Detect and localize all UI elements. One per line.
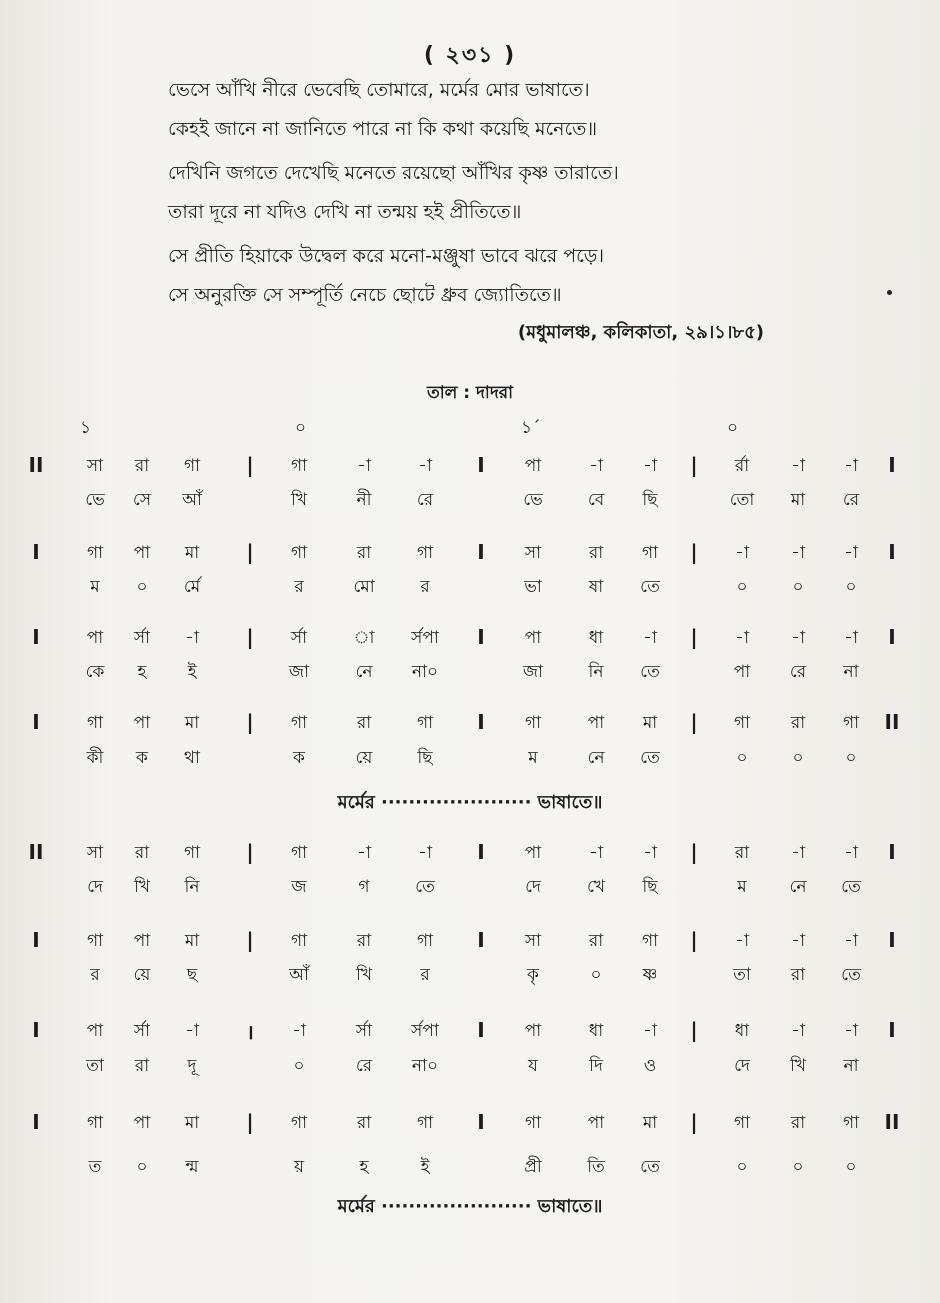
swara-cell: গা (86, 543, 104, 563)
swara-cell: পা (587, 1113, 605, 1133)
bar-line: | (690, 1110, 698, 1134)
lyric-cell: রে (842, 490, 860, 510)
swara-cell: -া (418, 843, 432, 863)
poem-line: তারা দূরে না যদিও দেখি না তন্ময় হই প্রীতিতে॥ (168, 201, 522, 223)
lyric-cell: রে (416, 490, 434, 510)
poem-line: দেখিনি জগতে দেখেছি মনেতে রয়েছো আঁখির কৃষ্ণ তারাতে। (168, 162, 619, 184)
swara-cell: -া (292, 1021, 306, 1041)
lyric-cell: তা (733, 965, 751, 985)
lyric-cell: ষা (588, 577, 604, 597)
lyric-cell: তে (415, 877, 435, 897)
lyric-cell: তে (640, 662, 660, 682)
swara-row (0, 453, 940, 485)
swara-cell: মা (184, 543, 200, 563)
lyric-cell: নে (789, 877, 807, 897)
swara-cell: পা (86, 628, 104, 648)
swara-cell: সা (524, 543, 542, 563)
swara-cell: পা (133, 931, 151, 951)
lyric-cell: নে (355, 662, 373, 682)
lyric-cell: দে (734, 1056, 750, 1076)
lyric-cell: তে (841, 877, 861, 897)
swara-cell: র্সপা (411, 628, 439, 648)
swara-cell: রা (790, 1113, 806, 1133)
swara-cell: গা (86, 931, 104, 951)
swara-cell: ধা (588, 1021, 604, 1041)
lyric-cell: ভে (85, 490, 105, 510)
swara-cell: রা (790, 713, 806, 733)
swara-cell: -া (735, 628, 749, 648)
lyric-cell: বে (587, 490, 605, 510)
swara-cell: পা (587, 713, 605, 733)
lyric-cell: খি (290, 490, 308, 510)
bar-line: I (477, 840, 485, 864)
swara-cell: -া (735, 931, 749, 951)
bar-line: I (477, 453, 485, 477)
lyric-cell: প্রী (524, 1157, 542, 1177)
bar-line: | (690, 625, 698, 649)
lyric-cell: আঁ (182, 490, 202, 510)
beat-marker: ১´ (521, 418, 541, 438)
lyric-cell: নী (356, 490, 372, 510)
lyric-cell: থা (184, 748, 200, 768)
lyric-cell: তা (86, 1056, 104, 1076)
swara-cell: -া (185, 1021, 199, 1041)
swara-cell: া (353, 628, 375, 648)
swara-cell: গা (733, 713, 751, 733)
swara-cell: -া (589, 843, 603, 863)
bar-line: | (246, 928, 254, 952)
margin-dot (887, 290, 892, 295)
bar-line: | (690, 840, 698, 864)
lyric-cell: ক (136, 748, 148, 768)
swara-cell: গা (842, 1113, 860, 1133)
lyric-row (0, 1154, 940, 1186)
lyric-cell: ০ (136, 1157, 148, 1177)
lyric-cell: না (843, 662, 859, 682)
refrain-line: মর্মের ······················ ভাষাতে॥ (337, 1196, 603, 1217)
lyric-cell: জা (288, 662, 310, 682)
lyric-cell: ছি (417, 748, 433, 768)
lyric-row (0, 659, 940, 691)
swara-cell: গা (290, 713, 308, 733)
lyric-cell: রা (790, 965, 806, 985)
bar-line: | (690, 453, 698, 477)
bar-line: I (32, 928, 40, 952)
swara-cell: গা (842, 713, 860, 733)
lyric-cell: কী (86, 748, 104, 768)
swara-cell: -া (735, 543, 749, 563)
bar-line: I (32, 625, 40, 649)
swara-cell: র্সা (290, 628, 308, 648)
lyric-cell: তো (729, 490, 755, 510)
lyric-cell: না (843, 1056, 859, 1076)
swara-cell: গা (290, 456, 308, 476)
lyric-cell: খি (133, 877, 151, 897)
poem (168, 78, 888, 307)
lyric-row (0, 874, 940, 906)
swara-cell: পা (524, 456, 542, 476)
swara-cell: -া (844, 931, 858, 951)
lyric-cell: না০ (411, 1056, 439, 1076)
lyric-cell: র (420, 577, 430, 597)
swara-cell: র্সা (133, 1021, 151, 1041)
swara-cell: রা (356, 931, 372, 951)
swara-cell: -া (357, 456, 371, 476)
swara-cell: র্সা (133, 628, 151, 648)
poem-line: ভেসে আঁখি নীরে ভেবেছি তোমারে, মর্মের মোর ভাষাতে। (168, 79, 590, 101)
taal-label: তাল : দাদরা (426, 383, 514, 403)
bar-line: | (246, 840, 254, 864)
lyric-cell: ০ (792, 748, 804, 768)
swara-cell: -া (791, 543, 805, 563)
bar-line: I (888, 840, 896, 864)
lyric-row (0, 574, 940, 606)
lyric-cell: ন্ম (185, 1157, 199, 1177)
bar-line: | (690, 710, 698, 734)
lyric-cell: কৃ (527, 965, 539, 985)
bar-line: | (246, 453, 254, 477)
bar-line: I (32, 710, 40, 734)
poem-line: সে প্রীতি হিয়াকে উদ্বেল করে মনো-মঞ্জুষা ভাবে ঝরে পড়ে। (168, 245, 605, 267)
swara-cell: র্রা (734, 456, 750, 476)
swara-cell: -া (844, 843, 858, 863)
lyric-cell: খি (789, 1056, 807, 1076)
poem-source: (মধুমালঞ্চ, কলিকাতা, ২৯।১।৮৫) (517, 322, 764, 343)
swara-cell: রা (356, 1113, 372, 1133)
lyric-cell: ম (90, 577, 100, 597)
swara-row (0, 625, 940, 657)
poem-line: সে অনুরক্তি সে সম্পূর্তি নেচে ছোটে ধ্রুব জ্যোতিতে॥ (168, 284, 562, 306)
lyric-cell: য (528, 1056, 538, 1076)
swara-cell: পা (524, 1021, 542, 1041)
bar-line: | (246, 540, 254, 564)
lyric-row (0, 745, 940, 777)
lyric-cell: য়ে (133, 965, 151, 985)
lyric-cell: রা (134, 1056, 150, 1076)
swara-cell: -া (844, 1021, 858, 1041)
bar-line: I (477, 625, 485, 649)
swara-cell: -া (844, 628, 858, 648)
swara-cell: রা (588, 931, 604, 951)
swara-cell: গা (183, 843, 201, 863)
swara-cell: গা (416, 1113, 434, 1133)
swara-cell: গা (733, 1113, 751, 1133)
bar-line: | (246, 710, 254, 734)
swara-cell: -া (643, 843, 657, 863)
bar-line: I (477, 710, 485, 734)
swara-cell: মা (184, 931, 200, 951)
lyric-cell: তে (640, 748, 660, 768)
lyric-cell: জ (291, 877, 307, 897)
lyric-cell: ম (737, 877, 747, 897)
lyric-cell: ০ (792, 577, 804, 597)
swara-cell: গা (524, 713, 542, 733)
lyric-cell: তে (640, 577, 660, 597)
lyric-cell: তে (640, 1157, 660, 1177)
lyric-row (0, 487, 940, 519)
lyric-cell: ভা (524, 577, 542, 597)
lyric-cell: মো (353, 577, 375, 597)
lyric-cell: ম (528, 748, 538, 768)
swara-row (0, 928, 940, 960)
swara-cell: ধা (588, 628, 604, 648)
swara-cell: মা (642, 713, 658, 733)
swara-cell: -া (643, 628, 657, 648)
bar-line: I (477, 1018, 485, 1042)
lyric-cell: ছি (642, 877, 658, 897)
swara-cell: ধা (734, 1021, 750, 1041)
lyric-cell: নি (184, 877, 200, 897)
bar-line: | (690, 1018, 698, 1042)
lyric-cell: ০ (792, 1157, 804, 1177)
swara-cell: -া (357, 843, 371, 863)
swara-cell: রা (134, 843, 150, 863)
swara-cell: পা (133, 1113, 151, 1133)
swara-cell: -া (791, 456, 805, 476)
bar-line: | (690, 540, 698, 564)
swara-cell: গা (416, 931, 434, 951)
swara-cell: রা (134, 456, 150, 476)
swara-cell: পা (133, 543, 151, 563)
bar-line: I (888, 928, 896, 952)
swara-cell: গা (290, 543, 308, 563)
lyric-cell: ০ (293, 1056, 305, 1076)
lyric-cell: জা (522, 662, 544, 682)
lyric-cell: ক (293, 748, 305, 768)
swara-cell: গা (86, 1113, 104, 1133)
swara-cell: মা (184, 1113, 200, 1133)
lyric-cell: ত (88, 1157, 102, 1177)
lyric-cell: ০ (736, 1157, 748, 1177)
swara-cell: পা (86, 1021, 104, 1041)
lyric-cell: ০ (845, 748, 857, 768)
swara-cell: রা (734, 843, 750, 863)
swara-cell: গা (416, 713, 434, 733)
lyric-cell: খি (355, 965, 373, 985)
lyric-cell: র্মে (183, 577, 201, 597)
swara-cell: -া (418, 456, 432, 476)
lyric-cell: নে (587, 748, 605, 768)
swara-cell: -া (643, 1021, 657, 1041)
lyric-cell: নি (588, 662, 604, 682)
bar-line: I (888, 540, 896, 564)
swara-cell: র্সপা (411, 1021, 439, 1041)
lyric-cell: তে (841, 965, 861, 985)
lyric-cell: ০ (736, 577, 748, 597)
swara-cell: র্সা (355, 1021, 373, 1041)
swara-row (0, 1018, 940, 1050)
bar-line: II (884, 710, 900, 734)
lyric-row (0, 1053, 940, 1085)
swara-cell: -া (791, 843, 805, 863)
swara-cell: পা (524, 628, 542, 648)
swara-cell: সা (86, 456, 104, 476)
swara-cell: -া (185, 628, 199, 648)
bar-line: | (246, 625, 254, 649)
lyric-cell: কে (85, 662, 105, 682)
lyric-cell: ০ (736, 748, 748, 768)
bar-line: । (246, 1020, 254, 1044)
lyric-cell: দূ (187, 1056, 197, 1076)
lyric-cell: ০ (590, 965, 602, 985)
bar-line: II (28, 453, 44, 477)
swara-cell: গা (86, 713, 104, 733)
bar-line: I (888, 625, 896, 649)
lyric-cell: ষ্ণ (642, 965, 658, 985)
lyric-cell: গ (358, 877, 370, 897)
lyric-cell: খে (586, 877, 606, 897)
lyric-cell: ০ (136, 577, 148, 597)
swara-cell: মা (184, 713, 200, 733)
swara-row (0, 540, 940, 572)
swara-cell: গা (290, 931, 308, 951)
swara-cell: রা (356, 543, 372, 563)
lyric-cell: য় (293, 1157, 304, 1177)
lyric-cell: তি (587, 1157, 605, 1177)
lyric-cell: ই (420, 1157, 430, 1177)
swara-cell: -া (791, 1021, 805, 1041)
bar-line: II (884, 1110, 900, 1134)
bar-line: I (888, 1018, 896, 1042)
swara-cell: -া (791, 628, 805, 648)
swara-cell: -া (643, 456, 657, 476)
swara-cell: গা (641, 931, 659, 951)
swara-row (0, 840, 940, 872)
lyric-cell: ও (643, 1056, 657, 1076)
page-number: ( ২৩১ ) (423, 43, 517, 68)
bar-line: I (32, 1018, 40, 1042)
swara-cell: সা (524, 931, 542, 951)
swara-row (0, 1110, 940, 1142)
beat-marker: ০ (727, 418, 739, 438)
lyric-cell: দে (87, 877, 103, 897)
bar-line: I (477, 1110, 485, 1134)
swara-cell: পা (524, 843, 542, 863)
bar-line: I (477, 928, 485, 952)
lyric-cell: ০ (845, 577, 857, 597)
swara-cell: গা (290, 843, 308, 863)
lyric-cell: ভে (523, 490, 543, 510)
lyric-cell: র (294, 577, 304, 597)
lyric-cell: রে (789, 662, 807, 682)
bar-line: I (477, 540, 485, 564)
poem-line: কেহই জানে না জানিতে পারে না কি কথা কয়েছি মনেতে॥ (168, 118, 598, 140)
beat-marker: ১ (80, 418, 92, 438)
lyric-row (0, 962, 940, 994)
swara-cell: রা (588, 543, 604, 563)
swara-cell: গা (641, 543, 659, 563)
swara-cell: গা (290, 1113, 308, 1133)
refrain-line: মর্মের ······················ ভাষাতে॥ (337, 792, 603, 813)
lyric-cell: র (90, 965, 100, 985)
lyric-cell: য়ে (355, 748, 373, 768)
lyric-cell: পা (733, 662, 751, 682)
bar-line: II (28, 840, 44, 864)
lyric-cell: দে (525, 877, 541, 897)
lyric-cell: দি (589, 1056, 603, 1076)
lyric-cell: মা (790, 490, 806, 510)
swara-row (0, 710, 940, 742)
bar-line: | (690, 928, 698, 952)
swara-cell: -া (844, 456, 858, 476)
swara-cell: গা (524, 1113, 542, 1133)
swara-cell: -া (791, 931, 805, 951)
lyric-cell: রে (355, 1056, 373, 1076)
swara-cell: গা (416, 543, 434, 563)
lyric-cell: হ (359, 1157, 369, 1177)
bar-line: I (888, 453, 896, 477)
swara-cell: গা (183, 456, 201, 476)
bar-line: I (32, 540, 40, 564)
lyric-cell: সে (132, 490, 152, 510)
swara-cell: রা (356, 713, 372, 733)
lyric-cell: ই (187, 662, 197, 682)
swara-cell: সা (86, 843, 104, 863)
swara-cell: -া (589, 456, 603, 476)
beat-marker: ০ (295, 418, 307, 438)
bar-line: | (246, 1110, 254, 1134)
lyric-cell: ছ (186, 965, 198, 985)
bar-line: I (32, 1110, 40, 1134)
lyric-cell: ০ (845, 1157, 857, 1177)
lyric-cell: না০ (411, 662, 439, 682)
swara-cell: -া (844, 543, 858, 563)
lyric-cell: ছি (642, 490, 658, 510)
lyric-cell: হ (137, 662, 147, 682)
swara-cell: পা (133, 713, 151, 733)
lyric-cell: র (420, 965, 430, 985)
lyric-cell: আঁ (289, 965, 309, 985)
swara-cell: মা (642, 1113, 658, 1133)
